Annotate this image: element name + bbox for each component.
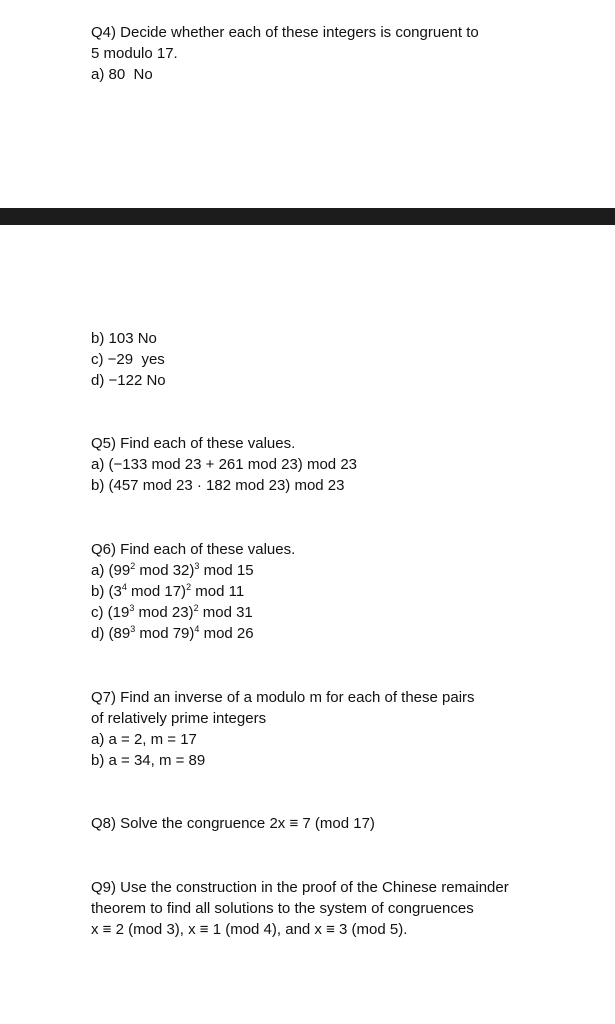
question-item: a) (−133 mod 23 + 261 mod 23) mod 23 xyxy=(91,456,358,473)
page-divider xyxy=(0,208,615,225)
question-text: theorem to find all solutions to the system of congruences xyxy=(91,900,474,917)
question-item: a) ($99^2$ mod 32)$^3$ mod 15 xyxy=(91,561,254,579)
question-item: b) (457 mod 23 · 182 mod 23) mod 23 xyxy=(91,477,345,494)
question-item: a) a = 2, m = 17 xyxy=(91,731,197,748)
question-4 xyxy=(91,22,591,85)
question-item: d) ($89^3$ mod 79)$^4$ mod 26 xyxy=(91,624,254,642)
question-8 xyxy=(91,813,591,834)
question-text: Q9) Use the construction in the proof of the Chinese remainder xyxy=(91,879,509,896)
question-7 xyxy=(91,687,591,771)
question-5 xyxy=(91,433,591,496)
question-item: b) a = 34, m = 89 xyxy=(91,752,206,769)
answer-line: d) −122 No xyxy=(91,372,166,389)
question-text: x ≡ 2 (mod 3), x ≡ 1 (mod 4), and x ≡ 3 (mod 5). xyxy=(91,921,408,938)
question-text: Q5) Find each of these values. xyxy=(91,435,296,452)
question-4-continued xyxy=(91,328,591,391)
question-text: Q7) Find an inverse of a modulo m for each of these pairs xyxy=(91,689,475,706)
question-text: 5 modulo 17. xyxy=(91,45,178,62)
question-text: Q6) Find each of these values. xyxy=(91,541,296,558)
question-text: Q8) Solve the congruence 2x ≡ 7 (mod 17) xyxy=(91,815,375,832)
answer-line: a) 80 No xyxy=(91,66,153,83)
question-item: c) ($19^3$ mod 23)$^2$ mod 31 xyxy=(91,603,253,621)
question-item: b) ($3^4$ mod 17)$^2$ mod 11 xyxy=(91,582,245,600)
answer-line: b) 103 No xyxy=(91,330,157,347)
question-9 xyxy=(91,877,591,940)
question-text: Q4) Decide whether each of these integers is congruent to xyxy=(91,24,479,41)
question-6 xyxy=(91,539,591,644)
question-text: of relatively prime integers xyxy=(91,710,267,727)
answer-line: c) −29 yes xyxy=(91,351,165,368)
